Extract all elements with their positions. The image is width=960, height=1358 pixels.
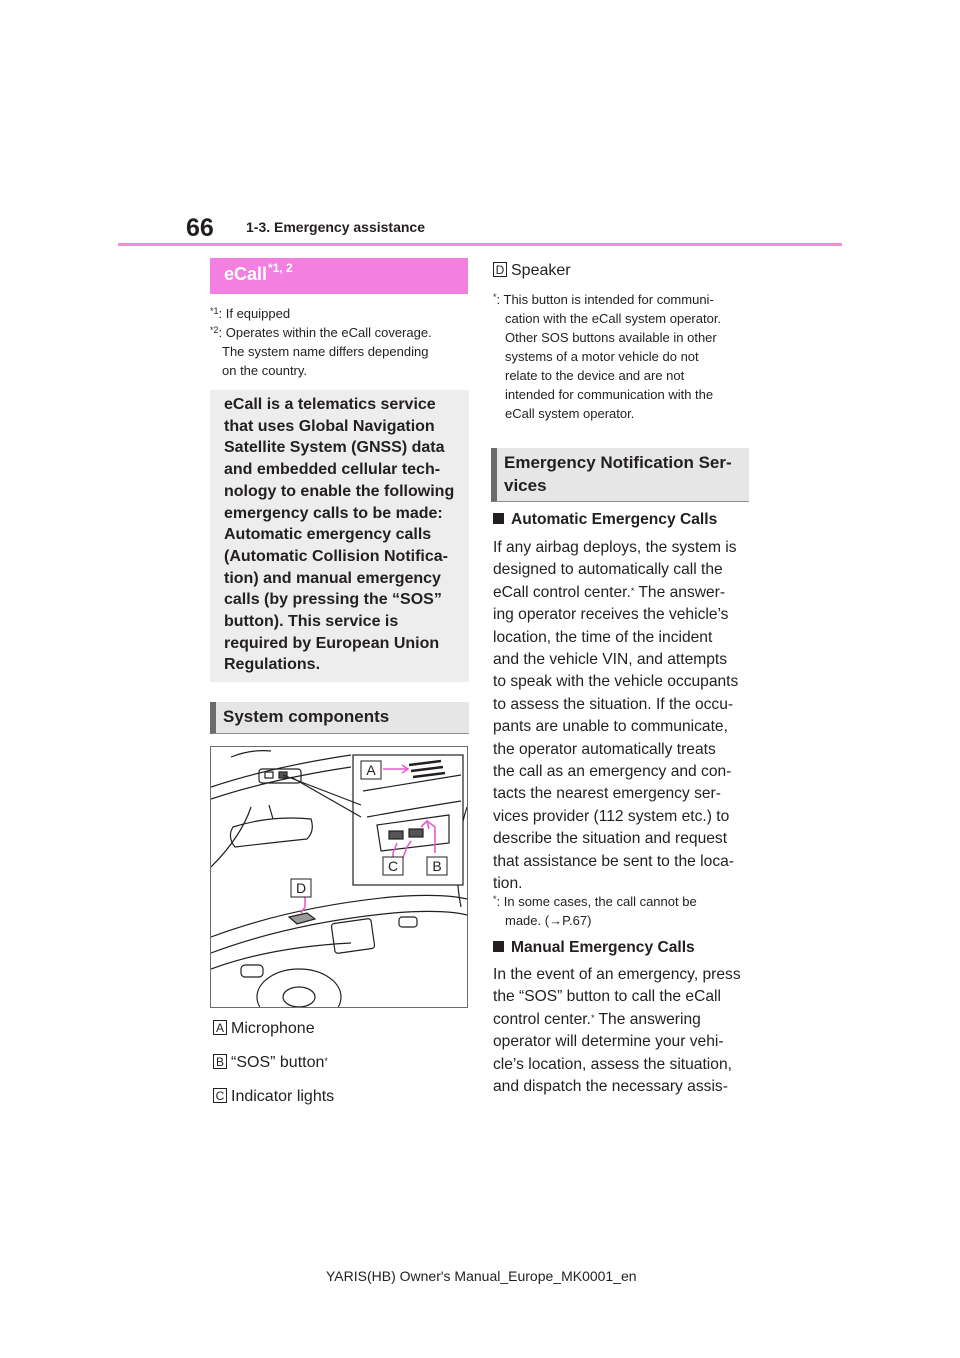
body-line: the operator automatically treats	[493, 740, 716, 758]
body-line: the “SOS” button to call the eCall	[493, 988, 721, 1006]
legend-text: Speaker	[511, 262, 571, 279]
speaker-grille	[289, 913, 315, 924]
footnote-mark: *	[493, 292, 497, 302]
legend-item-indicator-lights	[213, 1087, 334, 1107]
footnote-line: : This button is intended for communi-	[496, 292, 714, 307]
body-line: tacts the nearest emergency ser-	[493, 785, 721, 803]
page-number: 66	[186, 214, 214, 242]
automatic-calls-body	[493, 537, 755, 896]
body-line: the call as an emergency and con-	[493, 763, 732, 781]
figure-label-c: C	[387, 858, 399, 874]
legend-key-a: A	[213, 1020, 227, 1035]
intro-line: button). This service is	[224, 613, 399, 631]
legend-text: Indicator lights	[231, 1088, 335, 1105]
legend-sup: *	[324, 1056, 328, 1066]
section-title: 1-3. Emergency assistance	[246, 219, 425, 235]
footnote-line: cation with the eCall system operator.	[505, 311, 722, 326]
intro-line: and embedded cellular tech-	[224, 461, 441, 479]
body-line: describe the situation and request	[493, 830, 728, 848]
footnote-line: systems of a motor vehicle do not	[505, 349, 699, 364]
center-display	[331, 918, 375, 953]
bullet-square-icon	[493, 941, 504, 952]
ecall-heading-sup: *1, 2	[268, 261, 293, 275]
body-line: operator will determine your vehi-	[493, 1033, 724, 1051]
emergency-notification-heading	[491, 448, 749, 502]
header-rule	[118, 243, 842, 246]
legend-key-d: D	[493, 262, 507, 277]
figure-label-a: A	[366, 762, 376, 778]
sos-button-footnote	[493, 290, 753, 423]
footer-manual-id: YARIS(HB) Owner's Manual_Europe_MK0001_en	[326, 1268, 637, 1284]
bullet-title-text: Automatic Emergency Calls	[511, 511, 718, 528]
ecall-heading	[210, 258, 468, 294]
footnote-line: relate to the device and are not	[505, 368, 685, 383]
manual-calls-body	[493, 964, 755, 1098]
automatic-calls-title	[493, 511, 717, 529]
ecall-heading-text: eCall	[224, 264, 268, 284]
system-components-figure	[210, 746, 468, 1008]
heading-line: vices	[504, 476, 547, 495]
footnote-2-line3: on the country.	[222, 363, 308, 378]
footnote-line: : In some cases, the call cannot be	[496, 894, 697, 909]
legend-item-sos-button	[213, 1053, 328, 1073]
intro-line: Satellite System (GNSS) data	[224, 439, 445, 457]
intro-line: that uses Global Navigation	[224, 417, 435, 435]
body-line: control center.* The answering	[493, 1010, 701, 1028]
legend-item-speaker	[493, 261, 571, 281]
body-line: If any airbag deploys, the system is	[493, 539, 737, 556]
manual-calls-title	[493, 939, 695, 957]
intro-line: calls (by pressing the “SOS”	[224, 591, 442, 609]
footnote-2: $^{*2}$: Operates within the eCall coverage.	[210, 325, 432, 340]
steering-wheel	[257, 969, 341, 1007]
intro-line: emergency calls to be made:	[224, 504, 443, 522]
legend-text: “SOS” button	[231, 1054, 325, 1071]
bullet-square-icon	[493, 513, 504, 524]
intro-line: nology to enable the following	[224, 482, 455, 500]
intro-line: Regulations.	[224, 656, 321, 674]
footnote-2-line2: The system name differs depending	[222, 344, 429, 359]
body-line: and the vehicle VIN, and attempts	[493, 651, 728, 669]
body-line: ing operator receives the vehicle’s	[493, 606, 729, 624]
body-line: that assistance be sent to the loca-	[493, 852, 734, 870]
footnote-1: $^{*1}$: If equipped	[210, 306, 291, 321]
body-line: to speak with the vehicle occupants	[493, 673, 739, 691]
footnote-line: eCall system operator.	[505, 406, 635, 421]
body-line: and dispatch the necessary assis-	[493, 1078, 728, 1096]
legend-key-c: C	[213, 1088, 227, 1103]
figure-label-b: B	[432, 858, 442, 874]
body-line: In the event of an emergency, press	[493, 966, 741, 983]
footnote-line: intended for communication with the	[505, 387, 714, 402]
body-line: vices provider (112 system etc.) to	[493, 807, 730, 825]
page-reference-link[interactable]: made. (→P.67)	[505, 913, 592, 928]
system-components-heading	[210, 702, 469, 734]
rear-view-mirror	[230, 818, 312, 847]
intro-box	[210, 390, 469, 682]
system-components-heading-text: System components	[223, 707, 390, 726]
legend-text: Microphone	[231, 1020, 315, 1037]
car-interior-illustration	[211, 747, 467, 1007]
body-line: to assess the situation. If the occu-	[493, 695, 734, 713]
footnote-mark: *	[493, 894, 497, 904]
intro-line: required by European Union	[224, 634, 440, 652]
heading-line: Emergency Notification Ser-	[504, 453, 732, 472]
intro-line: tion) and manual emergency	[224, 569, 441, 587]
automatic-calls-footnote	[493, 892, 753, 930]
intro-line: eCall is a telematics service	[224, 396, 436, 413]
intro-line: (Automatic Collision Notifica-	[224, 547, 448, 565]
body-line: tion.	[493, 875, 523, 893]
legend-item-microphone	[213, 1019, 315, 1039]
body-line: pants are unable to communicate,	[493, 718, 728, 736]
body-line: cle’s location, assess the situation,	[493, 1055, 732, 1073]
intro-line: Automatic emergency calls	[224, 526, 432, 544]
body-line: designed to automatically call the	[493, 561, 723, 579]
figure-label-d: D	[295, 880, 307, 896]
bullet-title-text: Manual Emergency Calls	[511, 939, 695, 956]
body-line: location, the time of the incident	[493, 628, 713, 646]
ecall-footnotes	[210, 304, 469, 380]
footnote-line: Other SOS buttons available in other	[505, 330, 717, 345]
body-line: eCall control center.* The answer-	[493, 583, 726, 601]
legend-key-b: B	[213, 1054, 227, 1069]
